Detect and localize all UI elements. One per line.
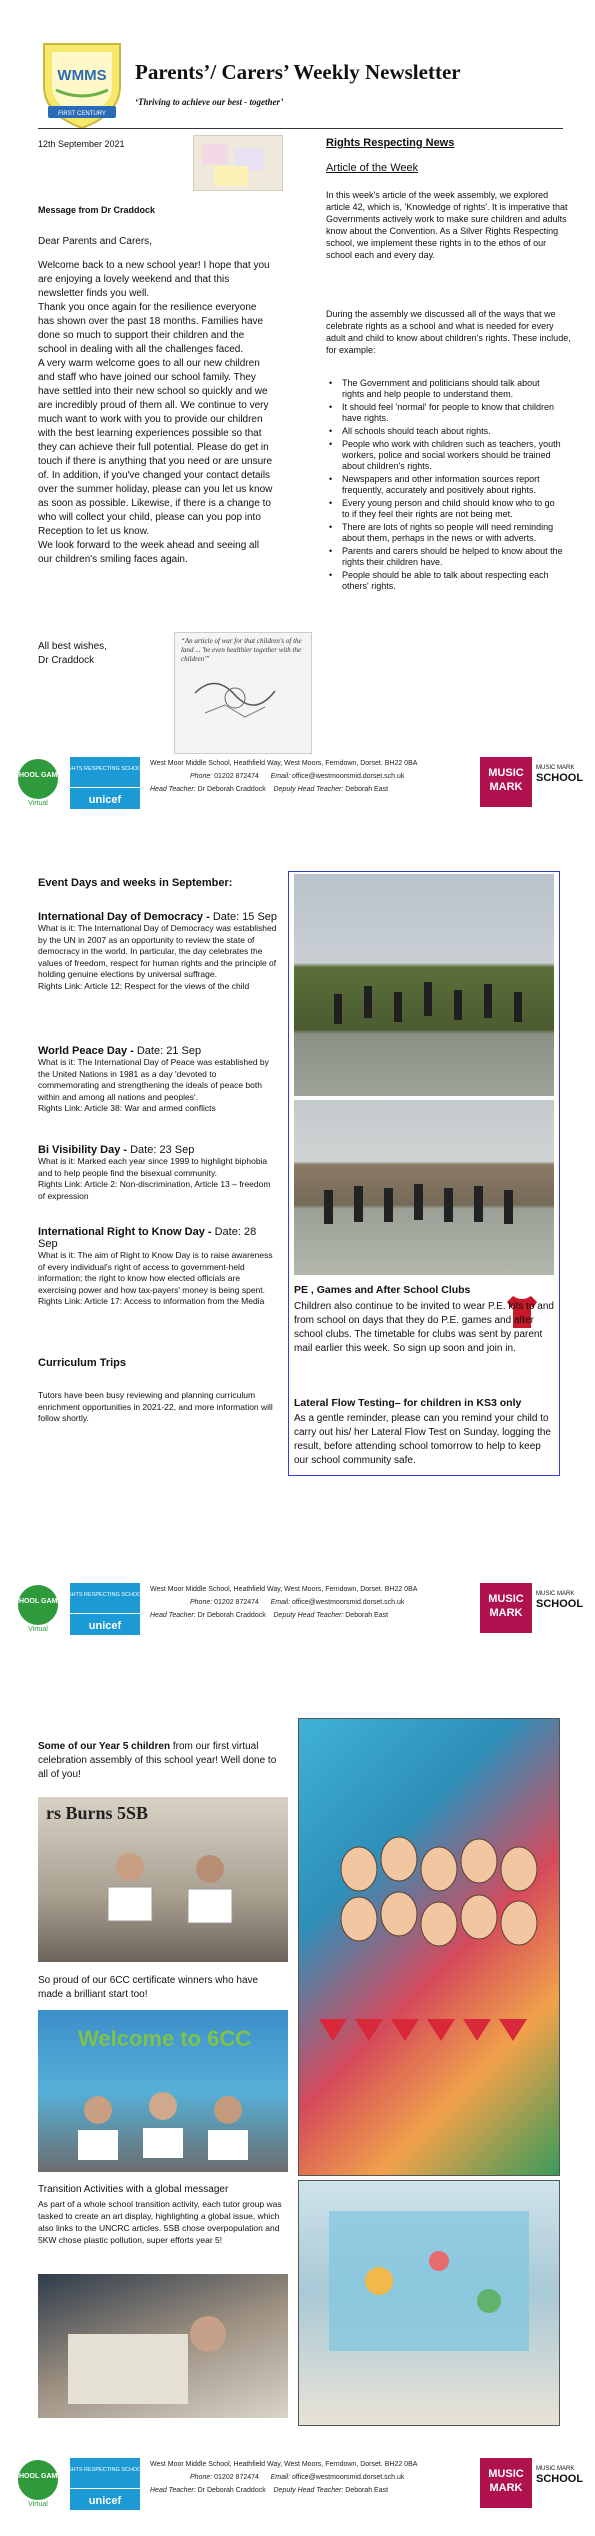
header-divider: [38, 128, 563, 129]
svg-text:unicef: unicef: [88, 2495, 122, 2507]
handwritten-sketch-image: [174, 632, 312, 754]
year5-intro-text: from our first virtual celebration assembly of this school year! Well done to all of you!: [38, 1741, 277, 1780]
lft-text: As a gentle reminder, please can you remind your child to carry out his/ her Lateral Flow Test on Sunday, logging the result, before attending school tomorrow to help to keep our school community safe.: [294, 1413, 551, 1466]
newsletter-page-1: [0, 0, 595, 815]
rights-intro-2: During the assembly we discussed all of the ways that we celebrate rights as a school and what is needed for every adult and child to know about children's rights. These include, for example:: [326, 309, 571, 355]
newsletter-page-2: [0, 845, 595, 1675]
footer-phone: 01202 872474: [214, 2474, 259, 2481]
event-title: Bi Visibility Day -: [38, 1144, 131, 1156]
students-jumping-photo: [294, 874, 554, 1096]
svg-text:unicef: unicef: [88, 794, 122, 806]
school-games-badge: [10, 1583, 66, 1635]
year5-intro: [38, 1740, 283, 1782]
newsletter-title: Parents’/ Carers’ Weekly Newsletter: [135, 60, 461, 84]
footer-email[interactable]: office@westmoorsmid.dorset.sch.uk: [292, 2474, 405, 2481]
school-logo: [38, 40, 126, 132]
year5-certificates-photo: [38, 1797, 288, 1962]
events-heading: Event Days and weeks in September:: [38, 877, 233, 889]
event-rights-link: Rights Link: Article 2: Non-discrimination, Article 13 – freedom of expression: [38, 1179, 271, 1201]
footer-phone: 01202 872474: [214, 1599, 259, 1606]
svg-text:SCHOOL GAMES: SCHOOL GAMES: [9, 2473, 67, 2480]
rights-list-item: • People who work with children such as teachers, youth workers, police and social workers should be trained about children's rights.: [326, 439, 564, 472]
event-item: [38, 1045, 278, 1115]
event-description: What is it: The International Day of Peace was established by the United Nations in 1981 as a day 'devoted to commemorating and strengthening the ideals of peace both within and among all nations and peoples'.: [38, 1057, 269, 1102]
rights-list: [326, 378, 564, 594]
svg-text:RIGHTS RESPECTING SCHOOLS: RIGHTS RESPECTING SCHOOLS: [61, 2467, 149, 2473]
music-mark-badge: MUSIC MARK: [480, 2458, 532, 2508]
footer-deputy: Deborah East: [345, 2487, 389, 2494]
winners-text: So proud of our 6CC certificate winners who have made a brilliant start too!: [38, 1975, 259, 2000]
event-description: What is it: The aim of Right to Know Day is to raise awareness of every individual's right of access to government-held information; the right to know how elected officials are exercising power and how tax-payers' money is being spent.: [38, 1250, 273, 1295]
page-footer: [10, 2458, 585, 2510]
rights-list-item: • The Government and politicians should talk about rights and help people to understand them.: [326, 378, 564, 400]
rights-respecting-badge: [61, 2458, 149, 2510]
page-footer: [10, 757, 585, 809]
event-title: World Peace Day -: [38, 1045, 137, 1057]
sticky-notes-photo: [193, 135, 283, 191]
rights-list-item: • All schools should teach about rights.: [326, 426, 564, 437]
event-date: Date: 23 Sep: [130, 1144, 195, 1156]
footer-deputy: Deborah East: [345, 1612, 389, 1619]
music-mark-badge: MUSIC MARK: [480, 757, 532, 807]
trips-text: Tutors have been busy reviewing and planning curriculum enrichment opportunities in 2021-22, and more information will follow shortly.: [38, 1390, 273, 1423]
svg-text:SCHOOL GAMES: SCHOOL GAMES: [9, 772, 67, 779]
newsletter-page-3: [0, 1700, 595, 2536]
signature-name: Dr Craddock: [38, 655, 95, 666]
rights-heading: Rights Respecting News: [326, 137, 455, 149]
transition-heading: Transition Activities with a global messager: [38, 2184, 229, 2195]
svg-text:Virtual: Virtual: [28, 2501, 48, 2508]
footer-contact: West Moor Middle School, Heathfield Way, West Moors, Ferndown, Dorset. BH22 0BA Phone: 01202 872474 Email: office@westmoorsmid.dorset.sch.uk Head Teacher: Dr Deborah Craddock Deputy Head Teacher: Deborah East: [150, 2458, 480, 2497]
event-description: What is it: The International Day of Democracy was established by the UN in 2007 as an opportunity to review the state of democracy in the world. In particular, the day celebrates the values of freedom, respect for human rights and the principle of holding genuine elections by universal suffrage.: [38, 923, 277, 979]
music-mark-school-label: MUSIC MARK SCHOOL: [536, 765, 584, 784]
school-games-badge: [10, 2458, 66, 2510]
salutation: Dear Parents and Carers,: [38, 236, 152, 247]
message-paragraph: Thank you once again for the resilience everyone has shown over the past 18 months. Families have done so much to support their children and the school in dealing with all the challenges faced.: [38, 302, 264, 355]
music-mark-school-label: MUSIC MARK SCHOOL: [536, 1591, 584, 1610]
footer-head: Dr Deborah Craddock: [197, 1612, 266, 1619]
lft-heading: Lateral Flow Testing– for children in KS3 only: [294, 1397, 522, 1409]
welcome-sign: Welcome to 6CC: [78, 2026, 252, 2051]
article-heading: Article of the Week: [326, 162, 419, 174]
head-message: [38, 235, 273, 567]
footer-address: West Moor Middle School, Heathfield Way, West Moors, Ferndown, Dorset. BH22 0BA: [150, 2461, 418, 2468]
event-item: [38, 1226, 278, 1308]
rights-list-item: • Parents and carers should be helped to know about the rights their children have.: [326, 546, 564, 568]
plastic-pollution-display-photo: [298, 2180, 560, 2426]
event-date: Date: 21 Sep: [136, 1045, 202, 1057]
message-heading: Message from Dr Craddock: [38, 205, 156, 215]
classroom-sign: rs Burns 5SB: [46, 1803, 149, 1823]
rights-respecting-badge: [61, 1583, 149, 1635]
svg-text:RIGHTS RESPECTING SCHOOLS: RIGHTS RESPECTING SCHOOLS: [61, 766, 149, 772]
footer-deputy: Deborah East: [345, 786, 389, 793]
overpopulation-display-photo: [298, 1718, 560, 2176]
newsletter-date: 12th September 2021: [38, 139, 125, 149]
logo-text: WMMS: [57, 67, 107, 84]
message-paragraph: We look forward to the week ahead and seeing all our children's smiling faces again.: [38, 540, 260, 565]
event-title: International Day of Democracy -: [38, 911, 213, 923]
school-motto: ‘Thriving to achieve our best - together’: [135, 97, 284, 107]
art-activity-photo: [38, 2274, 288, 2418]
pe-text: Children also continue to be invited to wear P.E. kits to and from school on days that they do P.E. games and after school clubs. The timetable for clubs was sent by parent mail earlier this week. So sign up soon and join in.: [294, 1301, 554, 1354]
event-rights-link: Rights Link: Article 17: Access to information from the Media: [38, 1296, 265, 1306]
event-date: Date: 15 Sep: [212, 911, 278, 923]
school-games-badge: [10, 757, 66, 809]
event-item: [38, 1144, 278, 1202]
footer-contact: West Moor Middle School, Heathfield Way, West Moors, Ferndown, Dorset. BH22 0BA Phone: 01202 872474 Email: office@westmoorsmid.dorset.sch.uk Head Teacher: Dr Deborah Craddock Deputy Head Teacher: Deborah East: [150, 757, 480, 796]
footer-head: Dr Deborah Craddock: [197, 786, 266, 793]
event-date: Date: 28 Sep: [38, 1226, 257, 1250]
svg-text:Virtual: Virtual: [28, 1626, 48, 1633]
svg-text:RIGHTS RESPECTING SCHOOLS: RIGHTS RESPECTING SCHOOLS: [61, 1592, 149, 1598]
pe-lft-panel: [288, 871, 560, 1476]
footer-address: West Moor Middle School, Heathfield Way, West Moors, Ferndown, Dorset. BH22 0BA: [150, 1586, 418, 1593]
event-rights-link: Rights Link: Article 12: Respect for the views of the child: [38, 980, 250, 991]
footer-phone: 01202 872474: [214, 773, 259, 780]
logo-ribbon: FIRST CENTURY: [58, 111, 106, 117]
footer-address: West Moor Middle School, Heathfield Way, West Moors, Ferndown, Dorset. BH22 0BA: [150, 760, 418, 767]
svg-text:unicef: unicef: [88, 1620, 122, 1632]
svg-text:Virtual: Virtual: [28, 800, 48, 807]
rights-intro: In this week's article of the week assembly, we explored article 42, which is, 'Knowledge of rights'. It is imperative that Governments actively work to make sure children and adults know about the Convention. As a Silver Rights Respecting school, we implement these rights in to the ethos of our school each and every day.: [326, 190, 568, 260]
pe-heading: PE , Games and After School Clubs: [294, 1284, 471, 1296]
rights-respecting-badge: [61, 757, 149, 809]
transition-text: As part of a whole school transition activity, each tutor group was tasked to create an art display, highlighting a global issue, which also links to the UNCRC articles. 5SB chose overpopulation and 5KW chose plastic pollution, super efforts year 5!: [38, 2199, 282, 2245]
music-mark-school-label: MUSIC MARK SCHOOL: [536, 2466, 584, 2485]
trips-heading: Curriculum Trips: [38, 1357, 127, 1369]
rights-list-item: • Newspapers and other information sources report frequently, accurately and positively about rights.: [326, 474, 564, 496]
svg-text:SCHOOL GAMES: SCHOOL GAMES: [9, 1598, 67, 1605]
event-rights-link: Rights Link: Article 38: War and armed conflicts: [38, 1103, 216, 1113]
event-description: What is it: Marked each year since 1999 to highlight biphobia and to help people find the bisexual community.: [38, 1156, 268, 1178]
footer-email[interactable]: office@westmoorsmid.dorset.sch.uk: [292, 773, 405, 780]
footer-head: Dr Deborah Craddock: [197, 2487, 266, 2494]
year6-certificates-photo: [38, 2010, 288, 2172]
year5-intro-bold: Some of our Year 5 children: [38, 1741, 171, 1752]
message-paragraph: Welcome back to a new school year! I hope that you are enjoying a lovely weekend and that this newsletter finds you well.: [38, 260, 270, 299]
event-title: International Right to Know Day -: [38, 1226, 215, 1238]
rights-list-item: • People should be able to talk about respecting each others' rights.: [326, 570, 564, 592]
message-paragraph: A very warm welcome goes to all our new children and staff who have joined our school family. They have settled into their new school so quickly and we are incredibly proud of them all. We continue to very much want to work with you to provide our children with the best learning experiences possible so that they can achieve their full potential. Please do get in touch if there is anything that you need or are unsure of. In addition, if you've changed your contact details over the summer holiday, please can you let us know as soon as possible. Likewise, if there is a change to who will collect your child, please can you pop into Reception to let us know.: [38, 358, 273, 537]
sketch-caption: “An article of war for that children's of the land ... 'be even healthier together with the children'”: [181, 637, 302, 663]
music-mark-badge: MUSIC MARK: [480, 1583, 532, 1633]
rights-list-item: • There are lots of rights so people will need reminding about them, perhaps in the news or with adverts.: [326, 522, 564, 544]
event-item: [38, 911, 278, 992]
footer-contact: West Moor Middle School, Heathfield Way, West Moors, Ferndown, Dorset. BH22 0BA Phone: 01202 872474 Email: office@westmoorsmid.dorset.sch.uk Head Teacher: Dr Deborah Craddock Deputy Head Teacher: Deborah East: [150, 1583, 480, 1622]
rights-list-item: • It should feel 'normal' for people to know that children have rights.: [326, 402, 564, 424]
signoff-text: All best wishes,: [38, 641, 107, 652]
signoff: [38, 640, 107, 668]
rights-list-item: • Every young person and child should know who to go to if they feel their rights are not being met.: [326, 498, 564, 520]
footer-email[interactable]: office@westmoorsmid.dorset.sch.uk: [292, 1599, 405, 1606]
page-footer: [10, 1583, 585, 1635]
students-pe-kit-photo: [294, 1100, 554, 1275]
